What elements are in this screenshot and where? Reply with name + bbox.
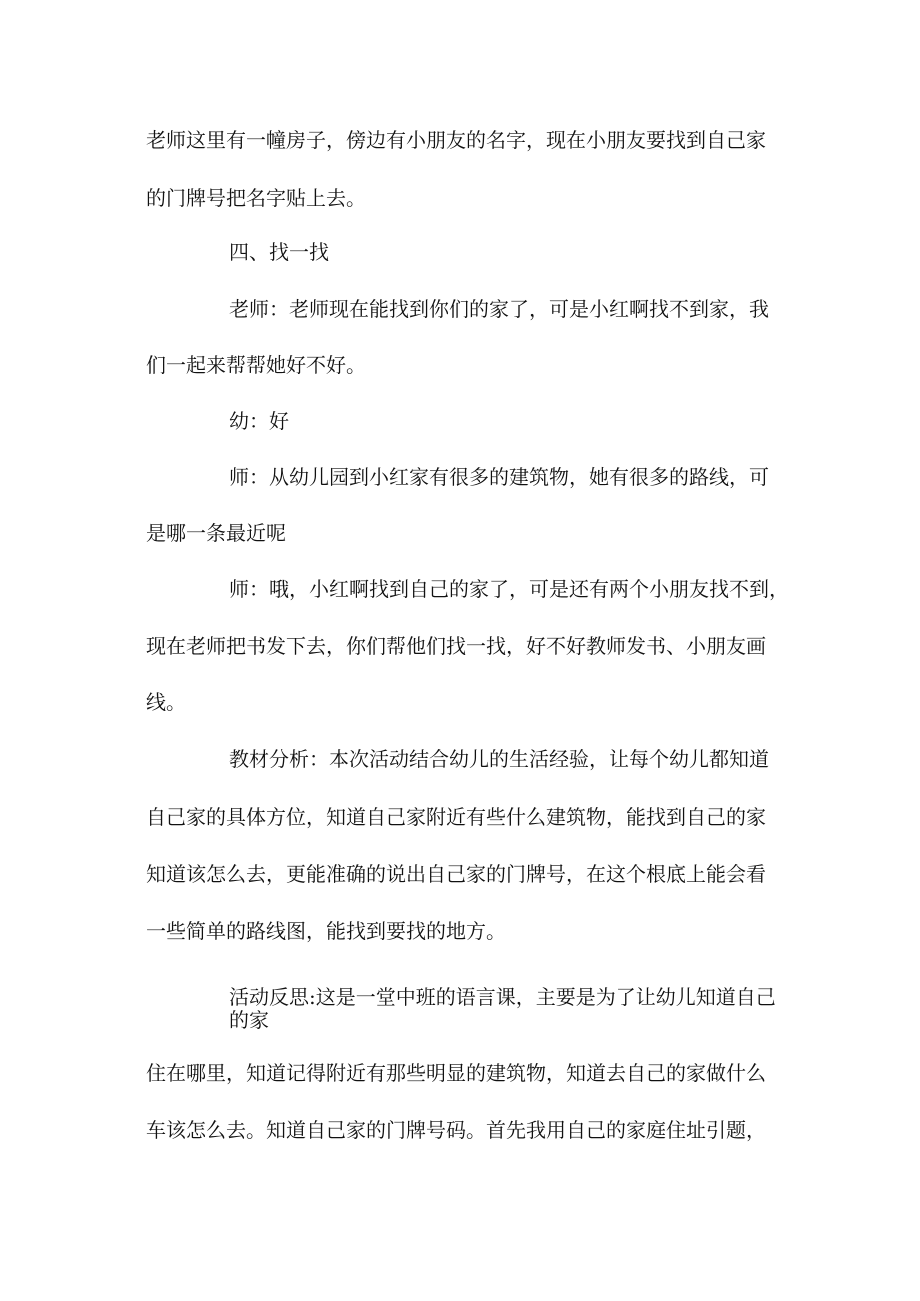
text-line: 师：从幼儿园到小红家有很多的建筑物，她有很多的路线，可 (229, 465, 769, 489)
text-line: 老师这里有一幢房子，傍边有小朋友的名字，现在小朋友要找到自己家 (146, 128, 766, 152)
text-line: 的家 (229, 1008, 269, 1032)
text-line: 线。 (146, 690, 186, 714)
text-line: 师：哦，小红啊找到自己的家了，可是还有两个小朋友找不到， (229, 577, 789, 601)
text-line: 住在哪里，知道记得附近有那些明显的建筑物，知道去自己的家做什么 (146, 1061, 766, 1085)
text-line: 老师：老师现在能找到你们的家了，可是小红啊找不到家，我 (229, 297, 769, 321)
text-line: 的门牌号把名字贴上去。 (146, 186, 366, 210)
text-line: 自己家的具体方位，知道自己家附近有些什么建筑物，能找到自己的家 (146, 805, 766, 829)
text-line: 一些简单的路线图，能找到要找的地方。 (146, 919, 506, 943)
text-line: 知道该怎么去，更能准确的说出自己家的门牌号，在这个根底上能会看 (146, 862, 766, 886)
text-line: 现在老师把书发下去，你们帮他们找一找，好不好教师发书、小朋友画 (146, 634, 766, 658)
text-line: 幼：好 (229, 409, 289, 433)
section-heading: 四、找一找 (229, 240, 329, 264)
text-line: 是哪一条最近呢 (146, 521, 286, 545)
text-line: 活动反思:这是一堂中班的语言课，主要是为了让幼儿知道自己 (229, 985, 776, 1009)
text-line: 们一起来帮帮她好不好。 (146, 353, 366, 377)
text-line: 教材分析：本次活动结合幼儿的生活经验，让每个幼儿都知道 (229, 747, 769, 771)
text-line: 车该怎么去。知道自己家的门牌号码。首先我用自己的家庭住址引题， (146, 1118, 766, 1142)
